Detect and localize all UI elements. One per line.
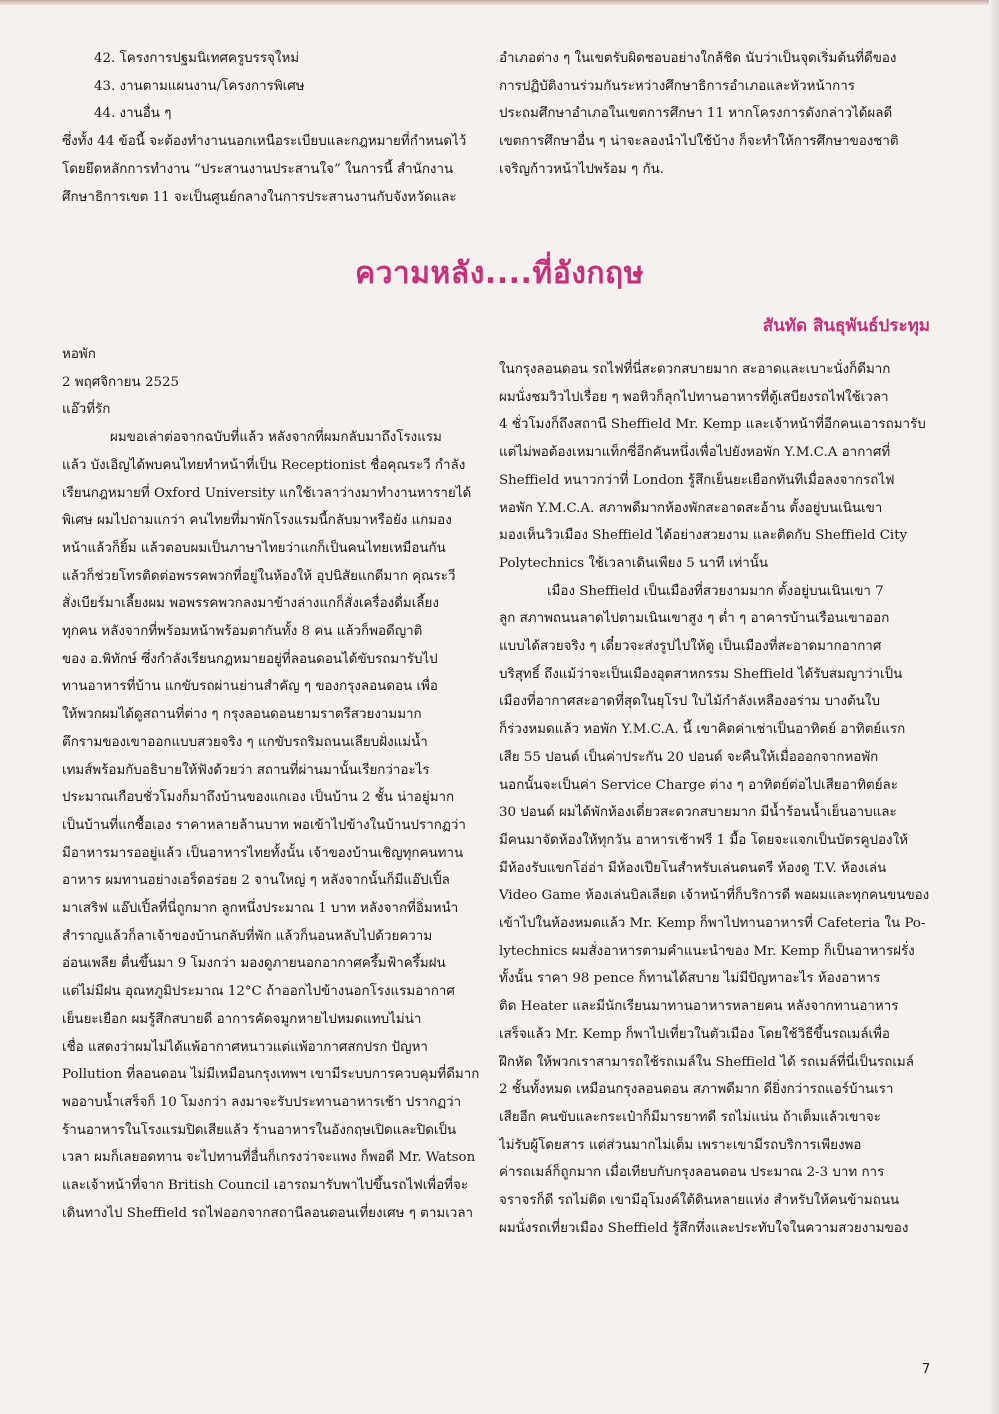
text-line: 4 ชั่วโมงก็ถึงสถานี Sheffield Mr. Kemp และเจ้าหน้าที่อีกคนเอารถมารับ [499, 417, 926, 433]
text-line: เขตการศึกษาอื่น ๆ น่าจะลองนำไปใช้บ้าง ก็จะทำให้การศึกษาของชาติ [499, 134, 899, 150]
text-line: แล้ว บังเอิญได้พบคนไทยทำหน้าที่เป็น Receptionist ชื่อคุณระวี กำลัง [62, 457, 466, 473]
text-line: ลูก สภาพถนนลาดไปตามเนินเขาสูง ๆ ต่ำ ๆ อาคารบ้านเรือนเขาออก [499, 611, 890, 627]
text-line: เจริญก้าวหน้าไปพร้อม ๆ กัน. [499, 161, 665, 177]
text-line: พออาบน้ำเสร็จก็ 10 โมงกว่า ลงมาจะรับประทานอาหารเช้า ปรากฏว่า [62, 1094, 462, 1110]
page-right-edge [989, 0, 999, 1414]
text-line: Pollution ที่ลอนดอน ไม่มีเหมือนกรุงเทพฯ เขามีระบบการควบคุมที่ดีมาก [62, 1067, 480, 1083]
left-column-body [62, 424, 482, 1227]
text-line: โดยยึดหลักการทำงาน “ประสานงานประสานใจ” ในการนี้ สำนักงาน [62, 161, 454, 177]
text-line: ศึกษาธิการเขต 11 จะเป็นศูนย์กลางในการประสานงานกับจังหวัดและ [62, 189, 457, 205]
article-title: ความหลัง....ที่อังกฤษ [355, 256, 644, 291]
text-line: เมือง Sheffield เป็นเมืองที่สวยงามมาก ตั้งอยู่บนเนินเขา 7 [547, 583, 884, 599]
text-line: อำเภอต่าง ๆ ในเขตรับผิดชอบอย่างใกล้ชิด นับว่าเป็นจุดเริ่มต้นที่ดีของ [499, 51, 897, 66]
text-line: 2 ชั้นทั้งหมด เหมือนกรุงลอนดอน สภาพดีมาก ดียิ่งกว่ารถแอร์บ้านเรา [499, 1082, 894, 1098]
article-author: สันทัด สินธุพันธ์ประทุม [762, 316, 930, 336]
page-number: 7 [922, 1362, 931, 1377]
text-line: ติด Heater และมีนักเรียนมาทานอาหารหลายคน หลังจากทานอาหาร [499, 999, 899, 1015]
text-line: อาหาร ผมทานอย่างเอร็ดอร่อย 2 จานใหญ่ ๆ หลังจากนั้นก็มีแอ๊ปเปิ้ล [62, 873, 450, 889]
text-line: เสียอีก คนขับและกระเป๋าก็มีมารยาทดี รถไม่แน่น ถ้าเต็มแล้วเขาจะ [499, 1109, 881, 1125]
text-line: เชื่อ แสดงว่าผมไม่ได้แพ้อากาศหนาวแต่แพ้อากาศสกปรก ปัญหา [62, 1039, 428, 1055]
text-line: ซึ่งทั้ง 44 ข้อนี้ จะต้องทำงานนอกเหนือระเบียบและกฎหมายที่กำหนดไว้ [62, 134, 467, 150]
text-line: บริสุทธิ์ ถึงแม้ว่าจะเป็นเมืองอุตสาหกรรม Sheffield ได้รับสมญาว่าเป็น [499, 666, 903, 682]
text-line: มองเห็นวิวเมือง Sheffield ได้อย่างสวยงาม และติดกับ Sheffield City [499, 528, 908, 544]
text-line: เป็นบ้านที่แกซื้อเอง ราคาหลายล้านบาท พอเข้าไปข้างในบ้านปรากฏว่า [62, 817, 466, 833]
text-line: เวลา ผมก็เลยอดทาน จะไปทานที่อื่นก็เกรงว่าจะแพง ก็พอดี Mr. Watson [62, 1150, 476, 1166]
text-line: ไม่รับผู้โดยสาร แต่ส่วนมากไม่เต็ม เพราะเขามีรถบริการเพียงพอ [499, 1137, 862, 1153]
text-line: ทุกคน หลังจากที่พร้อมหน้าพร้อมตากันทั้ง 8 คน แล้วก็พอดีญาติ [62, 624, 423, 640]
text-line: Video Game ห้องเล่นบิลเลียด เจ้าหน้าที่ก็บริการดี พอผมและทุกคนขนของ [499, 888, 930, 904]
page-top-edge [0, 0, 999, 6]
text-line: เดินทางไป Sheffield รถไฟออกจากสถานีลอนดอนเที่ยงเศษ ๆ ตามเวลา [62, 1205, 474, 1221]
text-line: ตึกรามของเขาออกแบบสวยจริง ๆ แกขับรถริมถนนเลียบฝั่งแม่น้ำ [62, 734, 428, 750]
letter-place: หอพัก [62, 347, 96, 362]
text-line: และเจ้าหน้าที่จาก British Council เอารถมารับพาไปขึ้นรถไฟเพื่อที่จะ [62, 1178, 469, 1194]
text-line: ค่ารถเมล์ก็ถูกมาก เมื่อเทียบกับกรุงลอนดอน ประมาณ 2-3 บาท การ [499, 1165, 885, 1181]
text-line: ทั้งนั้น ราคา 98 pence ก็ทานได้สบาย ไม่มีปัญหาอะไร ห้องอาหาร [499, 971, 881, 987]
text-line: แต่ไม่พอต้องเหมาแท็กซี่อีกคันหนึ่งเพื่อไปยังหอพัก Y.M.C.A อากาศที่ [499, 445, 891, 461]
text-line: ก็ร่วงหมดแล้ว หอพัก Y.M.C.A. นี้ เขาคิดค่าเช่าเป็นอาทิตย์ อาทิตย์แรก [499, 722, 906, 738]
list-item-44: 44. งานอื่น ๆ [94, 106, 172, 122]
text-line: เมืองที่อากาศสะอาดที่สุดในยุโรป ใบไม้กำลังเหลืองอร่าม บางต้นใบ [499, 694, 880, 710]
text-line: แต่ไม่มีฝน อุณหภูมิประมาณ 12°C ถ้าออกไปข้างนอกโรงแรมอากาศ [62, 984, 455, 1000]
text-line: พิเศษ ผมไปถามแกว่า คนไทยที่มาพักโรงแรมนี้กลับมาหรือยัง แกมอง [62, 513, 452, 529]
article-left-column [62, 341, 482, 1228]
text-line: เทมส์พร้อมกับอธิบายให้ฟังด้วยว่า สถานที่ผ่านมานั้นเรียกว่าอะไร [62, 762, 430, 778]
letter-date: 2 พฤศจิกายน 2525 [62, 374, 180, 390]
text-line: ประมาณเกือบชั่วโมงก็มาถึงบ้านของแกเอง เป็นบ้าน 2 ชั้น น่าอยู่มาก [62, 790, 455, 806]
text-line: สั่งเบียร์มาเลี้ยงผม พอพรรคพวกลงมาข้างล่างแกก็สั่งเครื่องดื่มเลี้ยง [62, 596, 439, 612]
text-line: ผมนั่งชมวิวไปเรื่อย ๆ พอหิวก็ลุกไปทานอาหารที่ตู้เสบียงรถไฟใช้เวลา [499, 389, 889, 405]
text-line: ผมนั่งรถเที่ยวเมือง Sheffield รู้สึกทึ่งและประทับใจในความสวยงามของ [499, 1220, 909, 1236]
text-line: เสีย 55 ปอนด์ เป็นค่าประกัน 20 ปอนด์ จะคืนให้เมื่อออกจากหอพัก [499, 749, 879, 765]
text-line: มีอาหารมารออยู่แล้ว เป็นอาหารไทยทั้งนั้น เจ้าของบ้านเชิญทุกคนทาน [62, 845, 464, 861]
previous-article-right-column [499, 45, 939, 184]
text-line: เรียนกฎหมายที่ Oxford University แกใช้เวลาว่างมาทำงานหารายได้ [62, 485, 472, 501]
text-line: ของ อ.พิทักษ์ ซึ่งกำลังเรียนกฎหมายอยู่ที่ลอนดอนได้ขับรถมารับไป [62, 651, 438, 667]
letter-salutation: แอ๊วที่รัก [62, 402, 111, 418]
text-line: นอกนั้นจะเป็นค่า Service Charge ต่าง ๆ อาทิตย์ต่อไปเสียอาทิตย์ละ [499, 777, 898, 793]
text-line: หน้าแล้วก็ยิ้ม แล้วตอบผมเป็นภาษาไทยว่าแกก็เป็นคนไทยเหมือนกัน [62, 540, 446, 556]
text-line: มีห้องรับแขกโอ่อ่า มีห้องเปียโนสำหรับเล่นดนตรี ห้องดู T.V. ห้องเล่น [499, 860, 887, 876]
right-column-body [499, 356, 941, 1243]
text-line: การปฏิบัติงานร่วมกันระหว่างศึกษาธิการอำเภอและหัวหน้าการ [499, 78, 855, 94]
text-line: หอพัก Y.M.C.A. สภาพดีมากห้องพักสะอาดสะอ้าน ตั้งอยู่บนเนินเขา [499, 500, 883, 516]
text-line: Sheffield หนาวกว่าที่ London รู้สึกเย็นยะเยือกทันทีเมื่อลงจากรถไฟ [499, 472, 895, 488]
text-line: ผมขอเล่าต่อจากฉบับที่แล้ว หลังจากที่ผมกลับมาถึงโรงแรม [110, 430, 442, 446]
text-line: ฝึกหัด ให้พวกเราสามารถใช้รถเมล์ใน Sheffield ได้ รถเมล์ที่นี่เป็นรถเมล์ [499, 1054, 914, 1070]
text-line: ในกรุงลอนดอน รถไฟที่นี่สะดวกสบายมาก สะอาดและเบาะนั่งก็ดีมาก [499, 362, 891, 377]
text-line: ร้านอาหารในโรงแรมปิดเสียแล้ว ร้านอาหารในอังกฤษเปิดและปิดเป็น [62, 1122, 457, 1138]
list-item-42: 42. โครงการปฐมนิเทศครูบรรจุใหม่ [94, 51, 300, 66]
text-line: มาเสริฟ แอ๊ปเปิ้ลที่นี่ถูกมาก ลูกหนึ่งประมาณ 1 บาท หลังจากที่อิ่มหนำ [62, 901, 459, 917]
text-line: มีคนมาจัดห้องให้ทุกวัน อาหารเช้าฟรี 1 มื้อ โดยจะแจกเป็นบัตรคูปองให้ [499, 832, 908, 848]
text-line: เย็นยะเยือก ผมรู้สึกสบายดี อาการคัดจมูกหายไปหมดแทบไม่น่า [62, 1011, 422, 1027]
text-line: แล้วก็ช่วยโทรติดต่อพรรคพวกที่อยู่ในห้องให้ อุปนิสัยแกดีมาก คุณระวี [62, 568, 456, 584]
text-line: เสร็จแล้ว Mr. Kemp ก็พาไปเที่ยวในตัวเมือง โดยใช้วิธีขึ้นรถเมล์เพื่อ [499, 1026, 890, 1042]
text-line: ให้พวกผมได้ดูสถานที่ต่าง ๆ กรุงลอนดอนยามราตรีสวยงามมาก [62, 707, 422, 723]
text-line: lytechnics ผมสั่งอาหารตามคำแนะนำของ Mr. Kemp ก็เป็นอาหารฝรั่ง [499, 943, 915, 959]
article-right-column [499, 356, 941, 1243]
text-line: เข้าไปในห้องหมดแล้ว Mr. Kemp ก็พาไปทานอาหารที่ Cafeteria ใน Po- [499, 916, 926, 932]
text-line: ประถมศึกษาอำเภอในเขตการศึกษา 11 หากโครงการดังกล่าวได้ผลดี [499, 106, 893, 122]
text-line: 30 ปอนด์ ผมได้พักห้องเดี่ยวสะดวกสบายมาก มีน้ำร้อนน้ำเย็นอาบและ [499, 805, 897, 821]
text-line: อ่อนเพลีย ตื่นขึ้นมา 9 โมงกว่า มองดูภายนอกอากาศครึ้มฟ้าครึ้มฝน [62, 956, 446, 972]
list-item-43: 43. งานตามแผนงาน/โครงการพิเศษ [94, 78, 305, 94]
text-line: ทานอาหารที่บ้าน แกขับรถผ่านย่านสำคัญ ๆ ของกรุงลอนดอน เพื่อ [62, 679, 438, 695]
text-line: Polytechnics ใช้เวลาเดินเพียง 5 นาที เท่านั้น [499, 555, 769, 571]
previous-article-left-column [62, 45, 482, 211]
text-line: สำราญแล้วก็ลาเจ้าของบ้านกลับที่พัก แล้วก็นอนหลับไปด้วยความ [62, 928, 433, 944]
text-line: จราจรก็ดี รถไม่ติด เขามีอุโมงค์ใต้ดินหลายแห่ง สำหรับให้คนข้ามถนน [499, 1193, 900, 1209]
text-line: แบบได้สวยจริง ๆ เดี๋ยวจะส่งรูปไปให้ดู เป็นเมืองที่สะอาดมากอากาศ [499, 639, 882, 655]
